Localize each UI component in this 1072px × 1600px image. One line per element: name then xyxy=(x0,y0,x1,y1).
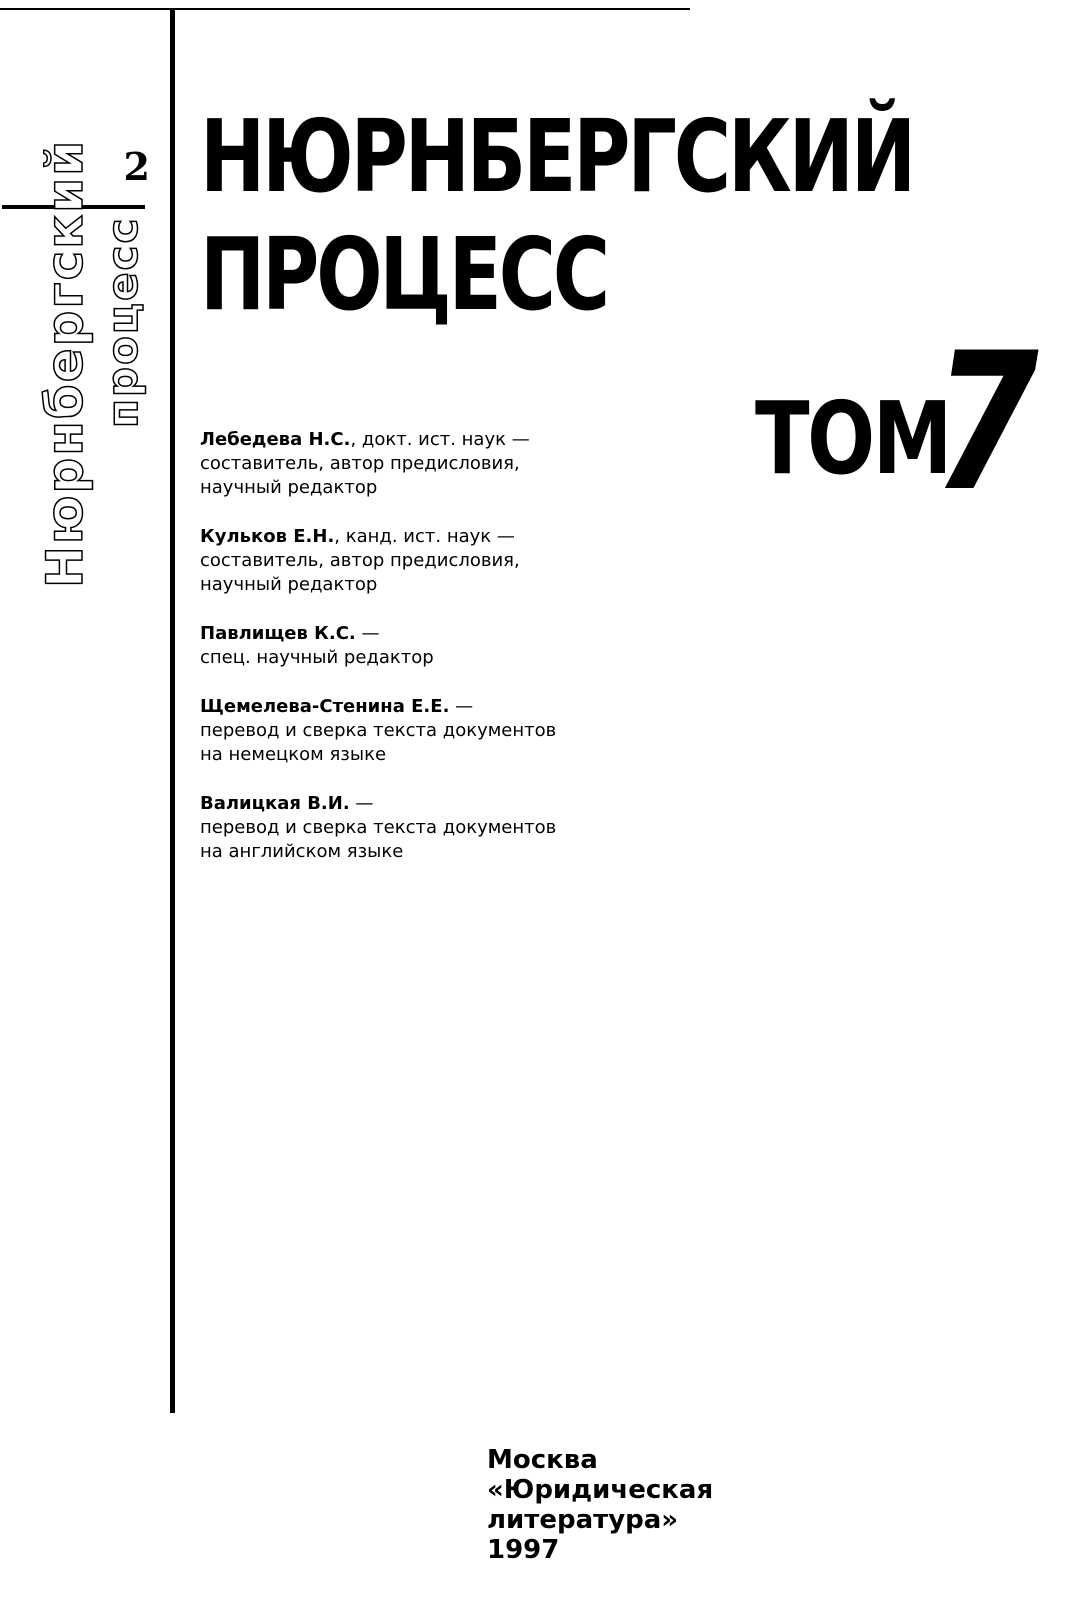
spine-series-title xyxy=(28,138,147,588)
vertical-rule xyxy=(170,8,175,1413)
imprint-publisher-line-2: литература» xyxy=(487,1505,679,1535)
credit-name: Лебедева Н.С. xyxy=(200,429,351,450)
title-line-1: НЮРНБЕРГСКИЙ xyxy=(200,98,914,215)
credit-line: научный редактор xyxy=(200,574,378,595)
credit-name: Кульков Е.Н. xyxy=(200,526,335,547)
credits-list xyxy=(200,428,720,889)
credit-entry xyxy=(200,695,720,767)
credit-line: составитель, автор предисловия, xyxy=(200,453,520,474)
volume-word: ТОМ xyxy=(755,380,950,497)
credit-role: — xyxy=(355,623,380,644)
credit-entry xyxy=(200,428,720,500)
credit-line: спец. научный редактор xyxy=(200,647,434,668)
credit-name: Щемелева-Стенина Е.Е. xyxy=(200,696,450,717)
volume-label xyxy=(755,312,1039,533)
credit-entry xyxy=(200,622,720,670)
imprint xyxy=(487,1445,713,1565)
imprint-year: 1997 xyxy=(487,1535,560,1565)
credit-entry xyxy=(200,525,720,597)
credit-line: составитель, автор предисловия, xyxy=(200,550,520,571)
volume-number: 7 xyxy=(933,312,1039,533)
credit-name: Валицкая В.И. xyxy=(200,793,350,814)
imprint-city: Москва xyxy=(487,1445,598,1475)
credit-entry xyxy=(200,792,720,864)
credit-role: — xyxy=(449,696,474,717)
credit-line: перевод и сверка текста документов xyxy=(200,720,557,741)
series-number: 2 xyxy=(123,144,150,189)
spine-line-2: процесс xyxy=(98,216,147,428)
spine-line-1: Нюрнбергский xyxy=(36,138,94,588)
imprint-publisher-line-1: «Юридическая xyxy=(487,1475,714,1505)
credit-role: — xyxy=(349,793,374,814)
credit-role: , канд. ист. наук — xyxy=(334,526,515,547)
title-line-2: ПРОЦЕСС xyxy=(200,216,608,333)
credit-line: научный редактор xyxy=(200,477,378,498)
credit-name: Павлищев К.С. xyxy=(200,623,356,644)
credit-role: , докт. ист. наук — xyxy=(350,429,530,450)
top-rule xyxy=(0,8,690,10)
book-title xyxy=(200,98,913,334)
credit-line: на немецком языке xyxy=(200,744,387,765)
credit-line: перевод и сверка текста документов xyxy=(200,817,557,838)
credit-line: на английском языке xyxy=(200,841,404,862)
